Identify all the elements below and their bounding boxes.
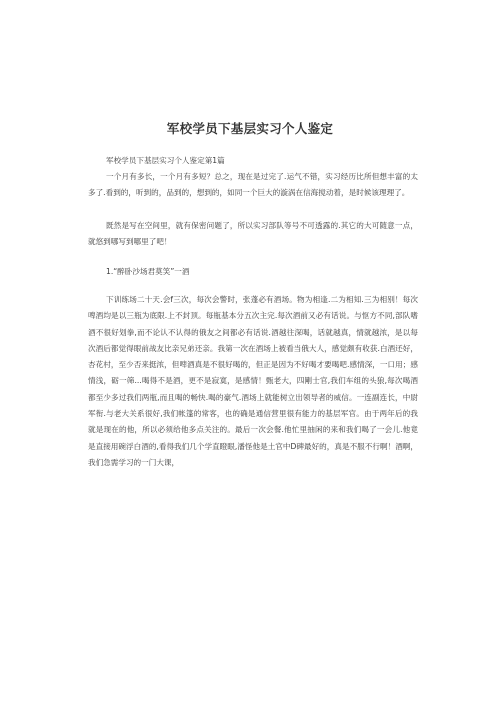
- paragraph-3: 下训练场二十天.会f三次，每次会警时，张蓬必有酒场。物为相逢.二为相知.三为相别！每次啤酒均是以三瓶为底限.上不封顶。每瓶基本分五次主完.每次酒前又必有话说。与怄方不同,部队嗜酒不很好划拳,而不论认不认得的俄友之间都必有话说.酒越往深喝，话就越真，情就越浓，是以每次酒后都觉得眼前战友比亲兄弟还亲。我第一次在酒场上被看当俄大人，感觉颇有收获.白酒还好，杏花村，至少否来挺浓，但啤酒真是不很好喝的，但正是因为不好喝才要喝吧.感情深，一口用；感情浅，砺一筛...喝得不是酒，更不是寂寞，是感情！甄老大，四剛士官,我们车组的头狼,每次喝酒都至少多过我们两瓶,而且喝的畅快.喝的豪气.酒场上就能树立出领导者的威信。一连副连长，中尉军衔.与老大关系很好,我们帐篷的常客，也的确是通信营里很有能力的基层军官。由于两年后的我就是现在的他，所以必须给他多点关注的。最后一次会餐.他忙里抽闲的来和我们喝了一会儿.他竟是直接用碗浮白酒的,看得我们几个学直瞪眼,潘怪他是土官中D碑最好的，真是不服不行啊！酒啊，我们急需学习的一门大课，: [88, 295, 418, 467]
- section-heading-1: 1.“醉卧沙场君莫笑”一酒: [106, 267, 190, 276]
- chapter-subheading: 军校学员下基层实习个人鉴定第1篇: [106, 156, 225, 165]
- document-title: 军校学员下基层实习个人鉴定: [166, 121, 334, 136]
- paragraph-2: 既然是写在空间里，就有保密问题了，所以实习部队等号不可透露的.其它的大可随意一点，就悠到哪写到哪里了吧！: [88, 221, 418, 247]
- paragraph-1: 一个月有多长，一个月有多短？总之，现在是过完了.运气不错，实习经历比所但想丰富的太多了.看到的，听到的，品到的，想到的，如同一个巨大的漩涡在信海搅动着，是时候该理理了。: [88, 172, 418, 198]
